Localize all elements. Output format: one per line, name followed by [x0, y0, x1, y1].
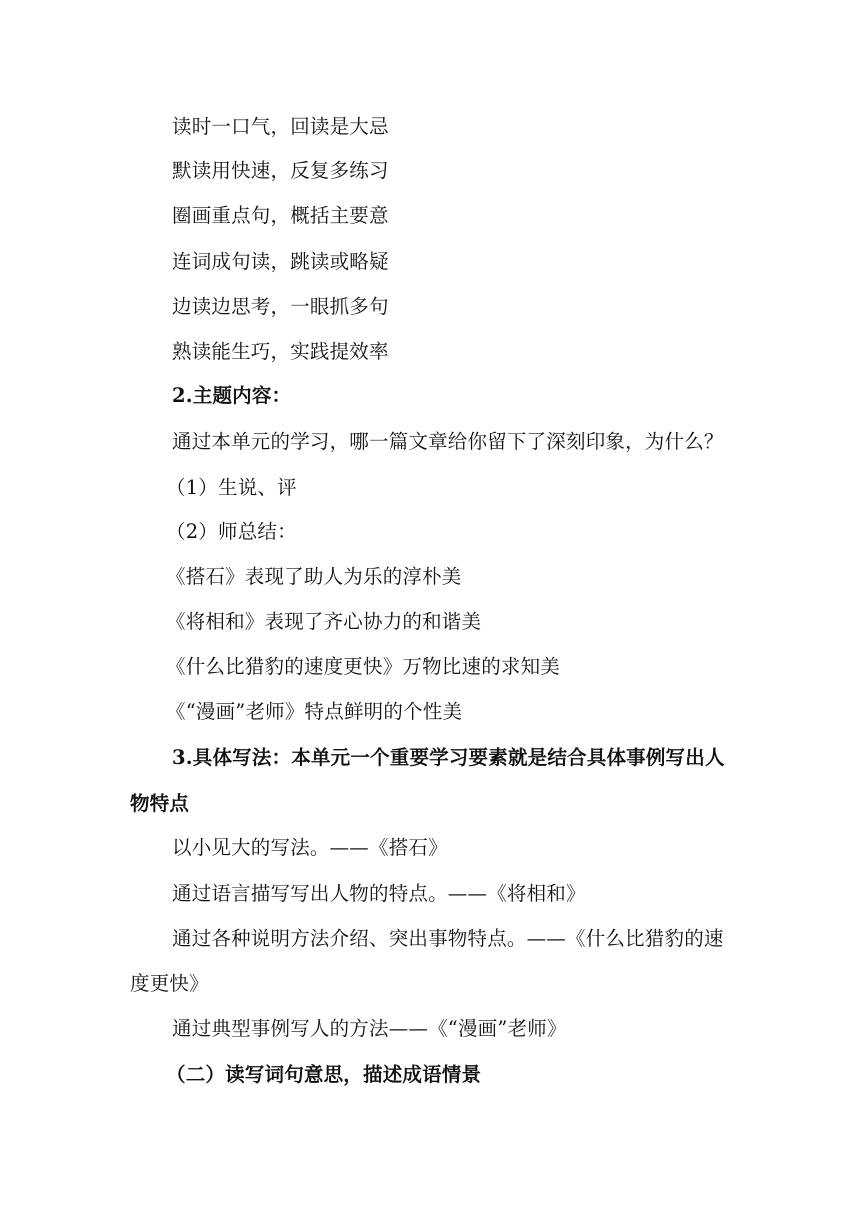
poem-line: 读时一口气，回读是大忌: [172, 115, 389, 138]
section-heading-next: （二）读写词句意思，描述成语情景: [166, 1063, 482, 1086]
section-heading-theme: 2.主题内容：: [172, 384, 292, 407]
method-item: 通过各种说明方法介绍、突出事物特点。——《什么比猎豹的速: [172, 927, 724, 950]
question-text: 通过本单元的学习，哪一篇文章给你留下了深刻印象，为什么？: [172, 430, 724, 453]
poem-line: 圈画重点句，概括主要意: [172, 204, 389, 227]
method-item: 通过语言描写写出人物的特点。——《将相和》: [172, 882, 586, 905]
section-heading-writing-cont: 物特点: [130, 792, 190, 815]
poem-line: 默读用快速，反复多练习: [172, 159, 389, 182]
summary-item: 《将相和》表现了齐心协力的和谐美: [166, 610, 482, 633]
method-item: 以小见大的写法。——《搭石》: [172, 836, 448, 859]
step-item: （1）生说、评: [166, 476, 297, 499]
poem-line: 连词成句读，跳读或略疑: [172, 250, 389, 273]
section-heading-writing: 3.具体写法：本单元一个重要学习要素就是结合具体事例写出人: [172, 746, 725, 769]
summary-item: 《什么比猎豹的速度更快》万物比速的求知美: [166, 655, 561, 678]
step-item: （2）师总结：: [166, 520, 297, 543]
poem-line: 边读边思考，一眼抓多句: [172, 295, 389, 318]
summary-item: 《搭石》表现了助人为乐的淳朴美: [166, 565, 462, 588]
summary-item: 《“漫画”老师》特点鲜明的个性美: [166, 700, 463, 723]
poem-line: 熟读能生巧，实践提效率: [172, 340, 389, 363]
method-item-cont: 度更快》: [130, 972, 209, 995]
method-item: 通过典型事例写人的方法——《“漫画”老师》: [172, 1017, 567, 1040]
